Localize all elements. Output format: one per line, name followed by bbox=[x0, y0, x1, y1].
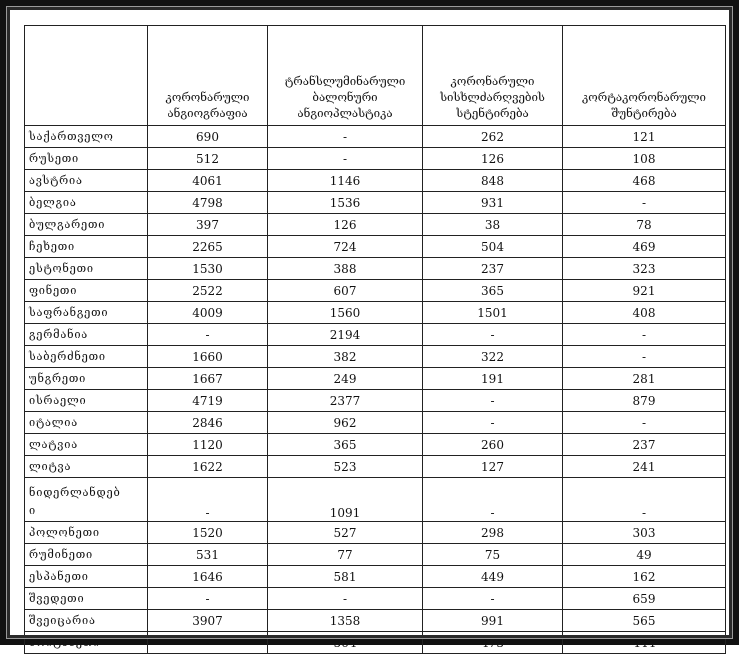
value-cell: 281 bbox=[563, 368, 726, 390]
value-cell: 659 bbox=[563, 588, 726, 610]
country-cell: უნგრეთი bbox=[25, 368, 148, 390]
table-row bbox=[25, 368, 726, 390]
value-cell: 4798 bbox=[148, 192, 268, 214]
value-cell: - bbox=[268, 148, 423, 170]
value-cell: 2522 bbox=[148, 280, 268, 302]
value-cell: 1667 bbox=[148, 368, 268, 390]
value-cell: - bbox=[563, 346, 726, 368]
country-cell: იტალია bbox=[25, 412, 148, 434]
table-row bbox=[25, 170, 726, 192]
value-cell: 162 bbox=[563, 566, 726, 588]
country-cell: ბელგია bbox=[25, 192, 148, 214]
table-row bbox=[25, 214, 726, 236]
value-cell: 879 bbox=[563, 390, 726, 412]
value-cell: - bbox=[563, 412, 726, 434]
value-cell: 2377 bbox=[268, 390, 423, 412]
table-row bbox=[25, 390, 726, 412]
value-cell: 2846 bbox=[148, 412, 268, 434]
value-cell: 323 bbox=[563, 258, 726, 280]
table-row bbox=[25, 258, 726, 280]
value-cell: 1520 bbox=[148, 522, 268, 544]
value-cell: 298 bbox=[423, 522, 563, 544]
value-cell: 1146 bbox=[268, 170, 423, 192]
country-cell: ავსტრია bbox=[25, 170, 148, 192]
value-cell: 365 bbox=[268, 434, 423, 456]
country-cell: ბულგარეთი bbox=[25, 214, 148, 236]
value-cell: 527 bbox=[268, 522, 423, 544]
table-body bbox=[25, 126, 726, 654]
header-country bbox=[25, 26, 148, 126]
value-cell: 1530 bbox=[148, 258, 268, 280]
value-cell: 262 bbox=[423, 126, 563, 148]
value-cell: 126 bbox=[268, 214, 423, 236]
value-cell: 1501 bbox=[423, 302, 563, 324]
value-cell: 108 bbox=[563, 148, 726, 170]
country-cell: გერმანია bbox=[25, 324, 148, 346]
value-cell: - bbox=[148, 478, 268, 522]
value-cell: 365 bbox=[423, 280, 563, 302]
table-header bbox=[25, 26, 726, 126]
value-cell: 444 bbox=[563, 632, 726, 654]
value-cell: 565 bbox=[563, 610, 726, 632]
value-cell: - bbox=[148, 324, 268, 346]
value-cell: 1120 bbox=[148, 434, 268, 456]
table-row bbox=[25, 236, 726, 258]
table-row bbox=[25, 302, 726, 324]
value-cell: 77 bbox=[268, 544, 423, 566]
value-cell: 2194 bbox=[268, 324, 423, 346]
country-cell: რუსეთი bbox=[25, 148, 148, 170]
country-cell: ლატვია bbox=[25, 434, 148, 456]
value-cell: 1660 bbox=[148, 346, 268, 368]
value-cell: - bbox=[423, 478, 563, 522]
value-cell: - bbox=[423, 588, 563, 610]
country-cell: ჩეხეთი bbox=[25, 236, 148, 258]
value-cell: 504 bbox=[423, 236, 563, 258]
value-cell: - bbox=[563, 324, 726, 346]
value-cell: 4719 bbox=[148, 390, 268, 412]
value-cell: 1560 bbox=[268, 302, 423, 324]
country-cell: ფინეთი bbox=[25, 280, 148, 302]
country-cell: საბერძნეთი bbox=[25, 346, 148, 368]
value-cell: 126 bbox=[423, 148, 563, 170]
value-cell: 388 bbox=[268, 258, 423, 280]
value-cell: - bbox=[268, 126, 423, 148]
value-cell: 607 bbox=[268, 280, 423, 302]
country-cell: შვეიცარია bbox=[25, 610, 148, 632]
value-cell: 241 bbox=[563, 456, 726, 478]
value-cell: 237 bbox=[563, 434, 726, 456]
value-cell: 382 bbox=[268, 346, 423, 368]
value-cell: 931 bbox=[423, 192, 563, 214]
value-cell: 75 bbox=[423, 544, 563, 566]
value-cell: 322 bbox=[423, 346, 563, 368]
value-cell: 237 bbox=[423, 258, 563, 280]
table-row bbox=[25, 346, 726, 368]
value-cell: 962 bbox=[268, 412, 423, 434]
value-cell: 4061 bbox=[148, 170, 268, 192]
value-cell: 4009 bbox=[148, 302, 268, 324]
data-table bbox=[24, 25, 726, 654]
value-cell: 408 bbox=[563, 302, 726, 324]
header-balloon-angioplasty: ტრანსლუმინარული ბალონური ანგიოპლასტიკა bbox=[268, 26, 423, 126]
value-cell: 3907 bbox=[148, 610, 268, 632]
value-cell: 848 bbox=[423, 170, 563, 192]
value-cell: - bbox=[148, 588, 268, 610]
value-cell: 449 bbox=[423, 566, 563, 588]
value-cell: 469 bbox=[563, 236, 726, 258]
table-row bbox=[25, 324, 726, 346]
header-coronary-angiography: კორონარული ანგიოგრაფია bbox=[148, 26, 268, 126]
value-cell: 2265 bbox=[148, 236, 268, 258]
table-row bbox=[25, 126, 726, 148]
value-cell: 38 bbox=[423, 214, 563, 236]
country-cell: საფრანგეთი bbox=[25, 302, 148, 324]
table-row bbox=[25, 632, 726, 654]
value-cell: 78 bbox=[563, 214, 726, 236]
table-row bbox=[25, 478, 726, 522]
table-row bbox=[25, 456, 726, 478]
value-cell: - bbox=[563, 192, 726, 214]
value-cell: 49 bbox=[563, 544, 726, 566]
table-row bbox=[25, 412, 726, 434]
value-cell: 473 bbox=[423, 632, 563, 654]
country-cell: რუმინეთი bbox=[25, 544, 148, 566]
value-cell: 581 bbox=[268, 566, 423, 588]
value-cell: 249 bbox=[268, 368, 423, 390]
value-cell: 468 bbox=[563, 170, 726, 192]
value-cell: 1622 bbox=[148, 456, 268, 478]
table-row bbox=[25, 566, 726, 588]
value-cell: 991 bbox=[423, 610, 563, 632]
country-cell: ისრაელი bbox=[25, 390, 148, 412]
table-row bbox=[25, 148, 726, 170]
country-cell: ლიტვა bbox=[25, 456, 148, 478]
value-cell: 303 bbox=[563, 522, 726, 544]
value-cell: 512 bbox=[148, 148, 268, 170]
header-row bbox=[25, 26, 726, 126]
value-cell: - bbox=[563, 478, 726, 522]
value-cell: 121 bbox=[563, 126, 726, 148]
value-cell: 523 bbox=[268, 456, 423, 478]
value-cell: 724 bbox=[268, 236, 423, 258]
table-row bbox=[25, 434, 726, 456]
value-cell: - bbox=[423, 390, 563, 412]
value-cell: 1536 bbox=[268, 192, 423, 214]
value-cell: - bbox=[148, 632, 268, 654]
table-row bbox=[25, 588, 726, 610]
value-cell: - bbox=[268, 588, 423, 610]
country-cell: ბრიტანეთი bbox=[25, 632, 148, 654]
table-row bbox=[25, 610, 726, 632]
value-cell: 1358 bbox=[268, 610, 423, 632]
country-cell: შვედეთი bbox=[25, 588, 148, 610]
country-cell: ნიდერლანდებ ი bbox=[25, 478, 148, 522]
table-row bbox=[25, 522, 726, 544]
country-cell: ესტონეთი bbox=[25, 258, 148, 280]
country-cell: ესპანეთი bbox=[25, 566, 148, 588]
table-row bbox=[25, 544, 726, 566]
value-cell: 690 bbox=[148, 126, 268, 148]
value-cell: 127 bbox=[423, 456, 563, 478]
country-cell: პოლონეთი bbox=[25, 522, 148, 544]
header-bypass-surgery: კორტაკორონარული შუნტირება bbox=[563, 26, 726, 126]
value-cell: 921 bbox=[563, 280, 726, 302]
table-row bbox=[25, 192, 726, 214]
value-cell: 1091 bbox=[268, 478, 423, 522]
value-cell: 191 bbox=[423, 368, 563, 390]
value-cell: - bbox=[423, 412, 563, 434]
header-coronary-stenting: კორონარული სისხლძარღვების სტენტირება bbox=[423, 26, 563, 126]
value-cell: 260 bbox=[423, 434, 563, 456]
value-cell: 397 bbox=[148, 214, 268, 236]
country-cell: საქართველო bbox=[25, 126, 148, 148]
value-cell: 531 bbox=[148, 544, 268, 566]
value-cell: 1646 bbox=[148, 566, 268, 588]
table-row bbox=[25, 280, 726, 302]
value-cell: 564 bbox=[268, 632, 423, 654]
value-cell: - bbox=[423, 324, 563, 346]
